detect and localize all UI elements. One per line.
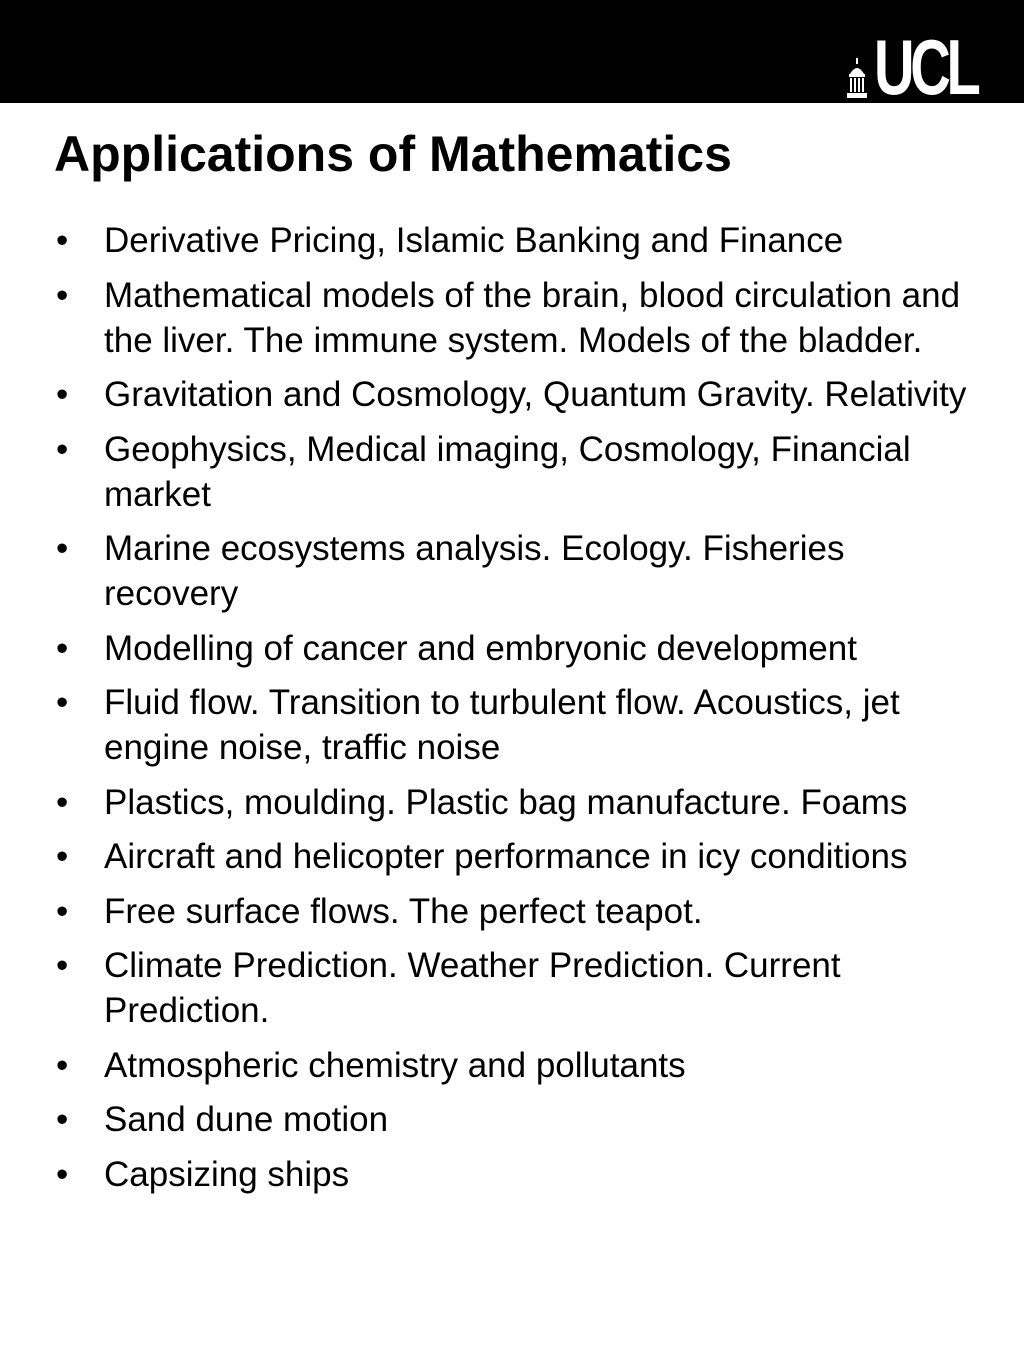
list-item-text: Atmospheric chemistry and pollutants — [104, 1045, 686, 1085]
bullet-icon: • — [56, 946, 69, 985]
list-item-text: Modelling of cancer and embryonic development — [104, 628, 857, 668]
list-item — [0, 943, 1024, 1033]
header-bar — [0, 0, 1024, 111]
list-item — [0, 427, 1024, 517]
bullet-icon: • — [56, 429, 69, 469]
bullet-icon: • — [56, 1100, 69, 1139]
list-item-text: Mathematical models of the brain, blood circulation and the liver. The immune system. Models of the bladder. — [104, 275, 961, 360]
list-item — [0, 273, 1024, 363]
bullet-icon: • — [56, 1045, 69, 1085]
list-item — [0, 834, 1024, 879]
list-item-text: Fluid flow. Transition to turbulent flow. Acoustics, jet engine noise, traffic noise — [104, 683, 900, 767]
ucl-logo — [846, 23, 994, 111]
list-item-text: Sand dune motion — [104, 1100, 389, 1139]
bullet-icon: • — [56, 221, 69, 260]
list-item — [0, 372, 1024, 417]
list-item-text: Climate Prediction. Weather Prediction. Current Prediction. — [104, 946, 841, 1030]
list-item — [0, 1152, 1024, 1197]
bullet-icon: • — [56, 529, 69, 568]
logo-text: UCL — [874, 23, 977, 111]
list-item-text: Marine ecosystems analysis. Ecology. Fisheries recovery — [104, 529, 845, 613]
slide-title: Applications of Mathematics — [54, 126, 732, 182]
bullet-icon: • — [56, 275, 69, 315]
list-item-text: Derivative Pricing, Islamic Banking and Finance — [104, 221, 844, 260]
list-item-text: Capsizing ships — [104, 1154, 350, 1194]
bullet-icon: • — [56, 628, 69, 668]
portico-dome-icon — [846, 58, 868, 98]
list-item — [0, 218, 1024, 263]
bullet-list — [0, 218, 1024, 1206]
list-item — [0, 780, 1024, 825]
bullet-icon: • — [56, 683, 69, 722]
bullet-icon: • — [56, 375, 69, 414]
list-item-text: Geophysics, Medical imaging, Cosmology, Financial market — [104, 429, 911, 514]
list-item — [0, 526, 1024, 616]
list-item-text: Gravitation and Cosmology, Quantum Gravity. Relativity — [104, 375, 967, 414]
list-item — [0, 1097, 1024, 1142]
list-item-text: Free surface flows. The perfect teapot. — [104, 891, 703, 931]
bullet-icon: • — [56, 1154, 69, 1194]
list-item — [0, 889, 1024, 934]
list-item — [0, 626, 1024, 671]
bullet-icon: • — [56, 837, 69, 876]
list-item-text: Aircraft and helicopter performance in icy conditions — [104, 837, 908, 876]
list-item — [0, 1043, 1024, 1088]
bullet-icon: • — [56, 782, 69, 822]
list-item — [0, 680, 1024, 770]
list-item-text: Plastics, moulding. Plastic bag manufacture. Foams — [104, 782, 908, 822]
bullet-icon: • — [56, 891, 69, 931]
